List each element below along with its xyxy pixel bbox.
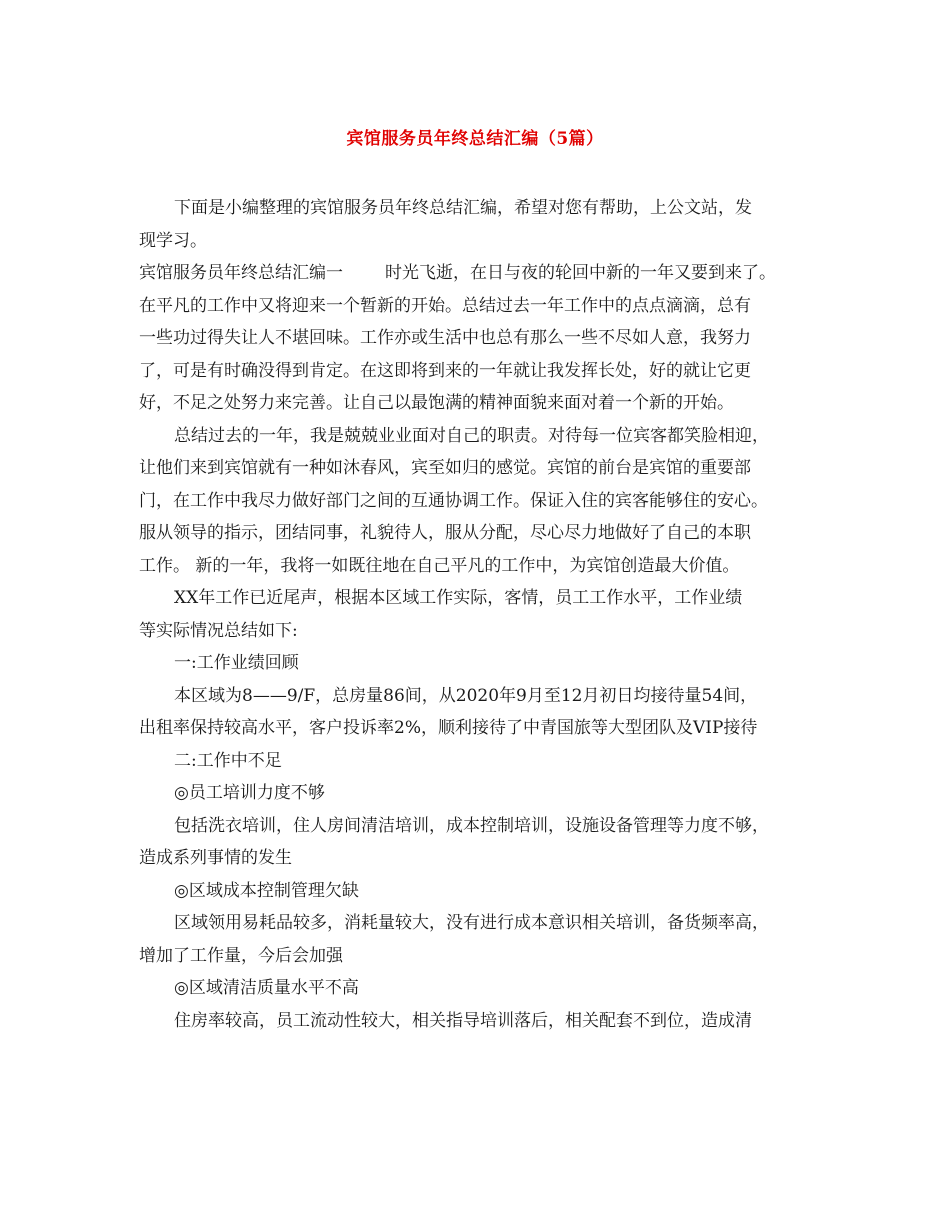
paragraph-line: XX年工作已近尾声，根据本区域工作实际，客情，员工工作水平，工作业绩 bbox=[174, 588, 743, 608]
document-title: 宾馆服务员年终总结汇编（5篇） bbox=[346, 129, 604, 149]
paragraph-line: 门，在工作中我尽力做好部门之间的互通协调工作。保证入住的宾客能够住的安心。 bbox=[139, 490, 768, 511]
paragraph-line: 包括洗衣培训，住人房间清洁培训，成本控制培训，设施设备管理等力度不够， bbox=[174, 815, 769, 836]
paragraph-line: 本区域为8——9/F，总房量86间，从2020年9月至12月初日均接待量54间， bbox=[174, 685, 758, 706]
paragraph-line: 出租率保持较高水平，客户投诉率2%，顺利接待了中青国旅等大型团队及VIP接待 bbox=[139, 718, 758, 738]
paragraph-line: 增加了工作量，今后会加强 bbox=[139, 945, 343, 966]
paragraph-line: 服从领导的指示，团结同事，礼貌待人，服从分配，尽心尽力地做好了自己的本职 bbox=[139, 523, 751, 543]
paragraph-line: 一些功过得失让人不堪回味。工作亦或生活中也总有那么一些不尽如人意，我努力 bbox=[139, 328, 751, 348]
paragraph-text: 时光飞逝，在日与夜的轮回中新的一年又要到来了。 bbox=[385, 263, 776, 283]
subsection-heading: ◎区域成本控制管理欠缺 bbox=[174, 880, 359, 901]
paragraph-line: 等实际情况总结如下: bbox=[139, 620, 298, 641]
paragraph-line: 造成系列事情的发生 bbox=[139, 848, 292, 868]
paragraph-line bbox=[139, 257, 819, 290]
paragraph-line: 现学习。 bbox=[139, 230, 207, 251]
paragraph-line: 让他们来到宾馆就有一种如沐春风，宾至如归的感觉。宾馆的前台是宾馆的重要部 bbox=[139, 458, 751, 478]
paragraph-line: 了，可是有时确没得到肯定。在这即将到来的一年就让我发挥长处，好的就让它更 bbox=[139, 360, 751, 381]
paragraph-line: 工作。 新的一年，我将一如既往地在自己平凡的工作中，为宾馆创造最大价值。 bbox=[139, 555, 740, 576]
section-heading: 宾馆服务员年终总结汇编一 bbox=[139, 263, 343, 283]
paragraph-line: 总结过去的一年，我是兢兢业业面对自己的职责。对待每一位宾客都笑脸相迎， bbox=[174, 425, 769, 446]
subsection-heading: ◎员工培训力度不够 bbox=[174, 783, 325, 803]
paragraph-line: 住房率较高，员工流动性较大，相关指导培训落后，相关配套不到位，造成清 bbox=[174, 1010, 752, 1031]
paragraph-line: 区域领用易耗品较多，消耗量较大，没有进行成本意识相关培训，备货频率高， bbox=[174, 913, 769, 933]
section-heading: 一:工作业绩回顾 bbox=[174, 653, 299, 673]
paragraph-line: 在平凡的工作中又将迎来一个暂新的开始。总结过去一年工作中的点点滴滴，总有 bbox=[139, 295, 751, 316]
paragraph-line: 下面是小编整理的宾馆服务员年终总结汇编，希望对您有帮助，上公文站，发 bbox=[174, 198, 752, 218]
document-body bbox=[139, 192, 819, 1037]
section-heading: 二:工作中不足 bbox=[174, 750, 282, 771]
subsection-heading: ◎区域清洁质量水平不高 bbox=[174, 978, 359, 998]
paragraph-line: 好，不足之处努力来完善。让自己以最饱满的精神面貌来面对着一个新的开始。 bbox=[139, 393, 734, 413]
